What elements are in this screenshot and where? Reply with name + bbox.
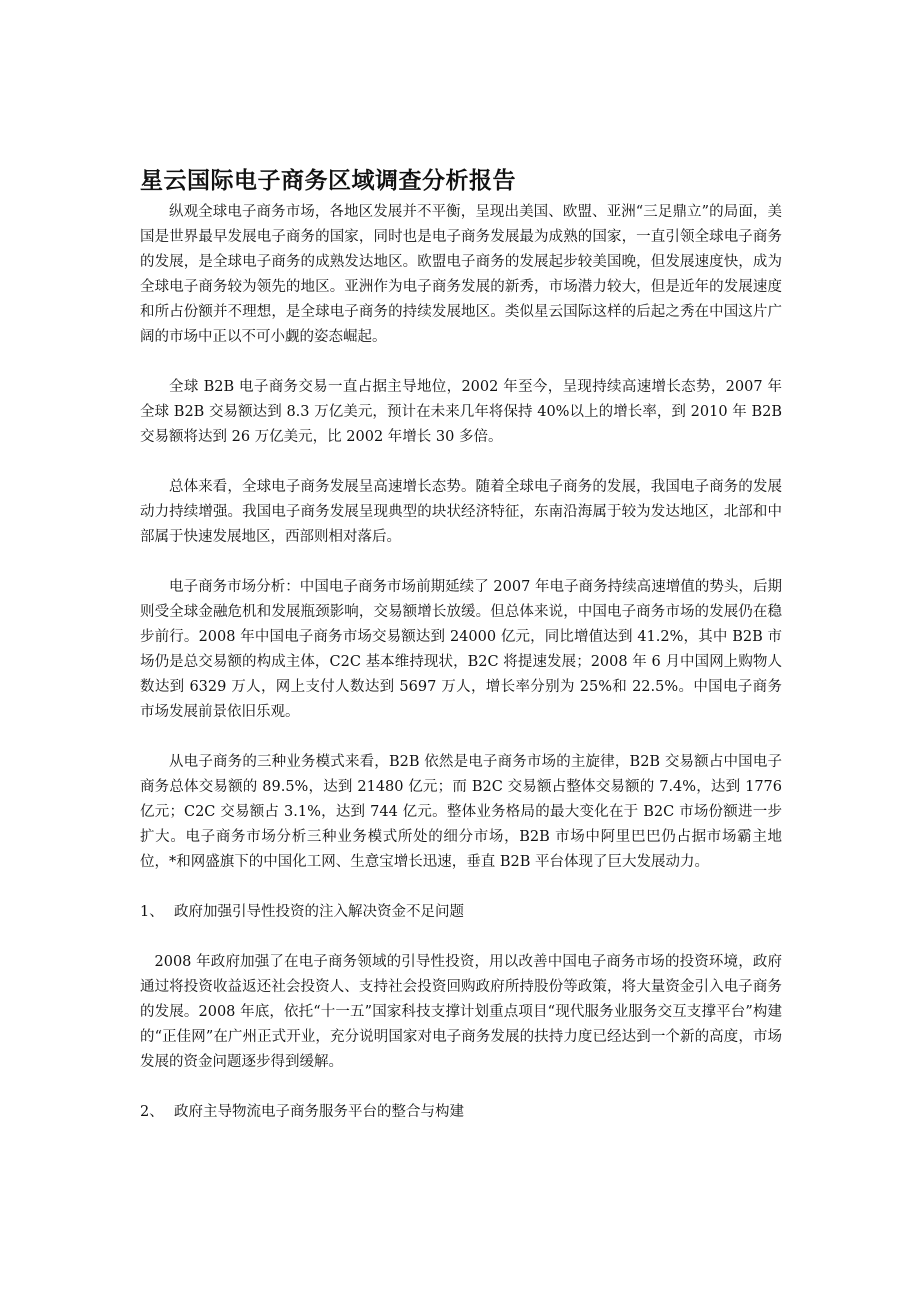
section-1-title: 政府加强引导性投资的注入解决资金不足问题: [174, 904, 464, 920]
section-1-paragraph: 2008 年政府加强了在电子商务领域的引导性投资，用以改善中国电子商务市场的投资环境，政府通过将投资收益返还社会投资人、支持社会投资回购政府所持股份等政策，将大量资金引入电子商务的发展。2008 年底，依托“十一五”国家科技支撑计划重点项目“现代服务业服务交互支撑平台”构建的“正佳网”在广州正式开业，充分说明国家对电子商务发展的扶持力度已经达到一个新的高度，市场发展的资金问题逐步得到缓解。: [140, 954, 782, 1070]
section-2-title: 政府主导物流电子商务服务平台的整合与构建: [174, 1104, 464, 1120]
paragraph-overall-trend: 总体来看，全球电子商务发展呈高速增长态势。随着全球电子商务的发展，我国电子商务的发展动力持续增强。我国电子商务发展呈现典型的块状经济特征，东南沿海属于较为发达地区，北部和中部属于快速发展地区，西部则相对落后。: [140, 479, 782, 545]
document-page: [140, 165, 782, 1150]
paragraph-business-models: 从电子商务的三种业务模式来看，B2B 依然是电子商务市场的主旋律，B2B 交易额占中国电子商务总体交易额的 89.5%，达到 21480 亿元；而 B2C 交易额占整体交易额的 7.4%，达到 1776 亿元；C2C 交易额占 3.1%，达到 744 亿元。整体业务格局的最大变化在于 B2C 市场份额进一步扩大。电子商务市场分析三种业务模式所处的细分市场，B2B 市场中阿里巴巴仍占据市场霸主地位，*和网盛旗下的中国化工网、生意宝增长迅速，垂直 B2B 平台体现了巨大发展动力。: [140, 754, 782, 870]
paragraph-market-analysis: 电子商务市场分析：中国电子商务市场前期延续了 2007 年电子商务持续高速增值的势头，后期则受全球金融危机和发展瓶颈影响，交易额增长放缓。但总体来说，中国电子商务市场的发展仍在稳步前行。2008 年中国电子商务市场交易额达到 24000 亿元，同比增值达到 41.2%，其中 B2B 市场仍是总交易额的构成主体，C2C 基本维持现状，B2C 将提速发展；2008 年 6 月中国网上购物人数达到 6329 万人，网上支付人数达到 5697 万人，增长率分别为 25%和 22.5%。中国电子商务市场发展前景依旧乐观。: [140, 579, 782, 720]
section-1-number: 1、: [140, 904, 164, 920]
paragraph-global-overview: 纵观全球电子商务市场，各地区发展并不平衡，呈现出美国、欧盟、亚洲“三足鼎立”的局面，美国是世界最早发展电子商务的国家，同时也是电子商务发展最为成熟的国家，一直引领全球电子商务的发展，是全球电子商务的成熟发达地区。欧盟电子商务的发展起步较美国晚，但发展速度快，成为全球电子商务较为领先的地区。亚洲作为电子商务发展的新秀，市场潜力较大，但是近年的发展速度和所占份额并不理想，是全球电子商务的持续发展地区。类似星云国际这样的后起之秀在中国这片广阔的市场中正以不可小觑的姿态崛起。: [140, 204, 782, 345]
section-2-heading: [140, 1100, 782, 1125]
section-1-heading: [140, 900, 782, 925]
paragraph-b2b-global: 全球 B2B 电子商务交易一直占据主导地位，2002 年至今，呈现持续高速增长态势，2007 年全球 B2B 交易额达到 8.3 万亿美元，预计在未来几年将保持 40%以上的增长率，到 2010 年 B2B 交易额将达到 26 万亿美元，比 2002 年增长 30 多倍。: [140, 379, 782, 445]
document-title: 星云国际电子商务区域调查分析报告: [140, 168, 516, 194]
section-2-number: 2、: [140, 1104, 164, 1120]
